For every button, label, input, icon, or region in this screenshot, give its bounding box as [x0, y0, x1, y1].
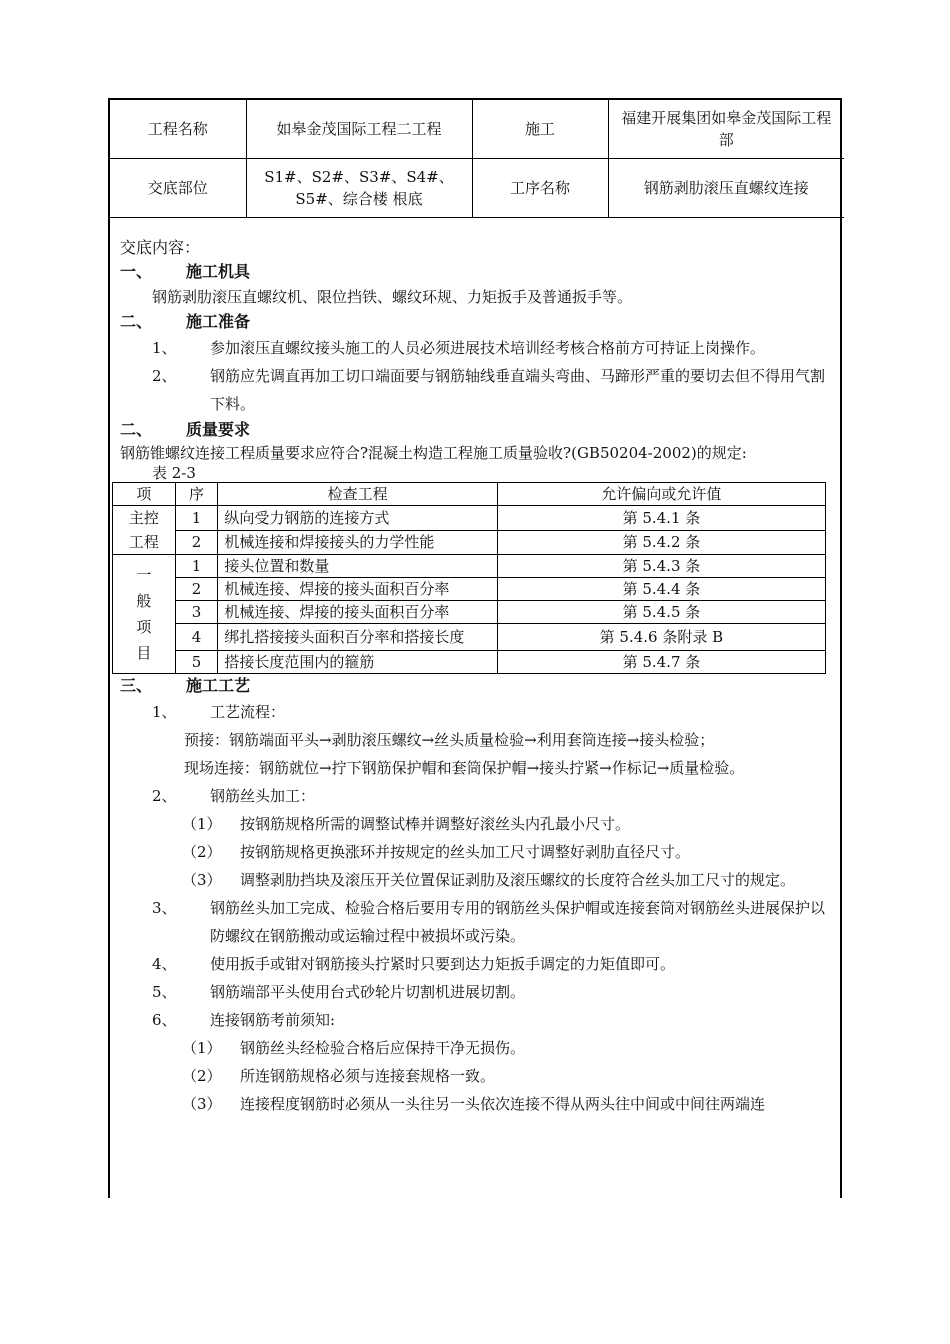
- list-item: [120, 894, 834, 950]
- quality-text: 钢筋锥螺纹连接工程质量要求应符合?混凝土构造工程施工质量验收?(GB50204-2002)的规定:: [120, 444, 747, 462]
- item-number: 2、: [152, 787, 177, 805]
- item-text: 钢筋丝头加工完成、检验合格后要用专用的钢筋丝头保护帽或连接套筒对钢筋丝头进展保护以防螺纹在钢筋搬动或运输过程中被损坏或污染。: [210, 899, 826, 945]
- row-seq: 4: [175, 624, 218, 651]
- paragraph: 钢筋剥肋滚压直螺纹机、限位挡铁、螺纹环规、力矩扳手及普通扳手等。: [152, 288, 633, 306]
- sub-item-number: （3）: [182, 1095, 222, 1113]
- row-item: 搭接长度范围内的箍筋: [218, 651, 498, 674]
- process-name-label: 工序名称: [472, 159, 608, 218]
- item-text: 参加滚压直螺纹接头施工的人员必须进展技术培训经考核合格前方可持证上岗操作。: [210, 339, 766, 357]
- list-item: [120, 950, 834, 978]
- table-row: [113, 601, 826, 624]
- handover-part-value: S1#、S2#、S3#、S4#、S5#、综合楼 根底: [246, 159, 472, 218]
- section-heading: [120, 674, 834, 698]
- sub-item-number: （2）: [182, 1067, 222, 1085]
- sub-item-text: 连接程度钢筋时必须从一头往另一头依次连接不得从两头往中间或中间往两端连: [240, 1095, 766, 1113]
- item-number: 5、: [152, 983, 177, 1001]
- row-seq: 2: [175, 530, 218, 555]
- section-number: 三、: [120, 676, 153, 695]
- item-text: 使用扳手或钳对钢筋接头拧紧时只要到达力矩扳手调定的力矩值即可。: [210, 955, 676, 973]
- table-row: [113, 506, 826, 531]
- item-number: 1、: [152, 703, 177, 721]
- sub-item: [120, 1034, 834, 1062]
- row-item: 机械连接、焊接的接头面积百分率: [218, 601, 498, 624]
- construction-label: 施工: [472, 100, 608, 159]
- sub-item-number: （3）: [182, 871, 222, 889]
- main-control-label: 主控工程: [113, 506, 176, 555]
- row-seq: 2: [175, 578, 218, 601]
- handover-part-label: 交底部位: [110, 159, 246, 218]
- project-name-label: 工程名称: [110, 100, 246, 159]
- sub-item-number: （1）: [182, 1039, 222, 1057]
- column-header: 检查工程: [218, 483, 498, 506]
- section-title: 施工准备: [186, 312, 251, 331]
- row-value: 第 5.4.7 条: [497, 651, 825, 674]
- row-item: 接头位置和数量: [218, 555, 498, 578]
- table-caption: 表 2-3: [152, 464, 196, 482]
- table-row: [113, 555, 826, 578]
- row-item: 绑扎搭接接头面积百分率和搭接长度: [218, 624, 498, 651]
- column-header: 允许偏向或允许值: [497, 483, 825, 506]
- list-item: [120, 362, 834, 418]
- section-title: 施工机具: [186, 262, 251, 281]
- item-number: 3、: [152, 899, 177, 917]
- sub-item-text: 所连钢筋规格必须与连接套规格一致。: [240, 1067, 496, 1085]
- general-char: 项: [136, 618, 152, 636]
- intro-heading: 交底内容：: [120, 238, 201, 257]
- item-number: 2、: [152, 367, 177, 385]
- construction-value: 福建开展集团如皋金茂国际工程部: [608, 100, 844, 159]
- item-number: 4、: [152, 955, 177, 973]
- table-row: [113, 651, 826, 674]
- section-number: 一、: [120, 262, 153, 281]
- quality-table: [112, 482, 826, 674]
- row-value: 第 5.4.6 条附录 B: [497, 624, 825, 651]
- flow-line: 现场连接：钢筋就位→拧下钢筋保护帽和套筒保护帽→接头拧紧→作标记→质量检验。: [184, 759, 745, 777]
- sub-item: [120, 1090, 834, 1118]
- sub-item-text: 钢筋丝头经检验合格后应保持干净无损伤。: [240, 1039, 526, 1057]
- item-text: 连接钢筋考前须知:: [210, 1011, 336, 1029]
- document-page: [108, 98, 842, 1198]
- section-heading: [120, 418, 834, 442]
- row-value: 第 5.4.2 条: [497, 530, 825, 555]
- row-value: 第 5.4.1 条: [497, 506, 825, 531]
- column-header: 项: [113, 483, 176, 506]
- general-char: 般: [136, 592, 152, 610]
- sub-item-text: 按钢筋规格更换涨环并按规定的丝头加工尺寸调整好剥肋直径尺寸。: [240, 843, 691, 861]
- sub-item-number: （2）: [182, 843, 222, 861]
- row-value: 第 5.4.4 条: [497, 578, 825, 601]
- sub-item: [120, 1062, 834, 1090]
- table-row: [113, 530, 826, 555]
- column-header: 序: [175, 483, 218, 506]
- row-item: 纵向受力钢筋的连接方式: [218, 506, 498, 531]
- item-text: 钢筋应先调直再加工切口端面要与钢筋轴线垂直端头弯曲、马蹄形严重的要切去但不得用气割下料。: [210, 367, 826, 413]
- section-number: 二、: [120, 420, 153, 439]
- row-item: 机械连接、焊接的接头面积百分率: [218, 578, 498, 601]
- item-text: 工艺流程：: [210, 703, 286, 721]
- list-item: [120, 334, 834, 362]
- sub-item: [120, 838, 834, 866]
- sub-item: [120, 866, 834, 894]
- document-body: [110, 236, 840, 1118]
- list-item: [120, 978, 834, 1006]
- row-value: 第 5.4.3 条: [497, 555, 825, 578]
- general-char: 目: [136, 644, 152, 662]
- table-row: [113, 624, 826, 651]
- item-number: 6、: [152, 1011, 177, 1029]
- row-item: 机械连接和焊接接头的力学性能: [218, 530, 498, 555]
- item-text: 钢筋端部平头使用台式砂轮片切割机进展切割。: [210, 983, 526, 1001]
- general-item-label: [113, 555, 176, 674]
- row-seq: 1: [175, 555, 218, 578]
- section-title: 施工工艺: [186, 676, 251, 695]
- process-name-value: 钢筋剥肋滚压直螺纹连接: [608, 159, 844, 218]
- header-table: [110, 100, 844, 218]
- section-title: 质量要求: [186, 420, 251, 439]
- section-heading: [120, 260, 834, 284]
- project-name-value: 如皋金茂国际工程二工程: [246, 100, 472, 159]
- sub-item-text: 按钢筋规格所需的调整试棒并调整好滚丝头内孔最小尺寸。: [240, 815, 631, 833]
- section-number: 二、: [120, 312, 153, 331]
- sub-item: [120, 810, 834, 838]
- general-char: 一: [136, 566, 152, 584]
- section-heading: [120, 310, 834, 334]
- row-value: 第 5.4.5 条: [497, 601, 825, 624]
- sub-item-text: 调整剥肋挡块及滚压开关位置保证剥肋及滚压螺纹的长度符合丝头加工尺寸的规定。: [240, 871, 796, 889]
- sub-item-number: （1）: [182, 815, 222, 833]
- item-text: 钢筋丝头加工：: [210, 787, 316, 805]
- table-header-row: [113, 483, 826, 506]
- row-seq: 5: [175, 651, 218, 674]
- paragraph: [88, 442, 834, 464]
- item-number: 1、: [152, 339, 177, 357]
- list-item: [120, 782, 834, 810]
- list-item: [120, 698, 834, 726]
- table-row: [113, 578, 826, 601]
- flow-line: 预接：钢筋端面平头→剥肋滚压螺纹→丝头质量检验→利用套筒连接→接头检验；: [184, 731, 715, 749]
- row-seq: 1: [175, 506, 218, 531]
- row-seq: 3: [175, 601, 218, 624]
- list-item: [120, 1006, 834, 1034]
